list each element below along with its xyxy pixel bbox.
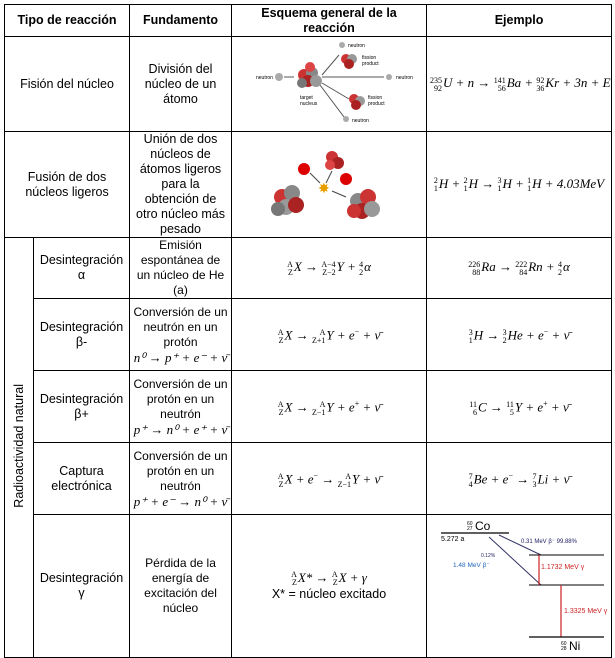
burst-icon: ✸ [318,180,330,196]
captura-esquema: A Z X + e− → A Z−1 Y + ν̄ [232,443,427,515]
alpha-esquema: A Z X → A−4 Z−2 Y + 4 2 α [232,238,427,299]
fusion-fundamento: Unión de dos núcleos de átomos ligeros para la obtención de otro núcleo más pesado [130,132,232,238]
nucleus-icon [325,151,344,170]
arrow-icon [322,55,339,75]
fusion-tipo: Fusión de dos núcleos ligeros [5,132,130,238]
alpha-fundamento: Emisión espontánea de un núcleo de He (a) [130,238,232,299]
header-ejemplo: Ejemplo [427,5,612,37]
nuclear-reactions-table [4,4,612,658]
beta-plus-tipo: Desintegración β+ [34,371,130,443]
svg-text:1.3325 MeV γ: 1.3325 MeV γ [564,608,608,615]
fision-fundamento: División del núcleo de un átomo [130,37,232,132]
svg-text:product: product [362,61,379,67]
svg-text:0.31 MeV β⁻ 99.88%: 0.31 MeV β⁻ 99.88% [521,539,577,545]
svg-text:neutron: neutron [352,118,369,124]
svg-text:neutron: neutron [348,43,365,49]
radioactividad-label-cell [5,238,34,658]
beta-minus-tipo: Desintegración β- [34,299,130,371]
fission-illustration [234,37,424,127]
nucleus-icon [271,185,304,216]
beta-plus-text: Conversión de un protón en un neutrón [133,376,228,421]
svg-text:60: 60 [467,521,473,527]
beta-minus-formula: n⁰ → p⁺ + e⁻ + ν̄ [133,349,228,365]
arrow-icon [320,85,344,117]
label-target: target [300,95,313,101]
header-tipo: Tipo de reacción [5,5,130,37]
gamma-tipo: Desintegración γ [34,515,130,658]
header-esquema: Esquema general de la reacción [232,5,427,37]
svg-text:5.272 a: 5.272 a [441,536,465,543]
alpha-ejemplo: 226 88 Ra → 222 84 Rn + 4 2 α [427,238,612,299]
svg-text:product: product [368,101,385,107]
beta-plus-esquema: A Z X → A Z−1 Y + e+ + ν̄ [232,371,427,443]
arrow-icon [332,191,346,197]
header-fundamento: Fundamento [130,5,232,37]
beta-minus-esquema: A Z X → A Z+1 Y + e− + ν̄ [232,299,427,371]
gamma-diagram [427,515,612,658]
captura-fundamento [130,443,232,515]
label-neutron-in: neutron [256,75,273,81]
svg-text:1.48 MeV β⁻: 1.48 MeV β⁻ [453,562,490,569]
particle-icon [298,163,310,175]
target-nucleus-icon [297,62,322,88]
fission-product-icon [349,94,365,110]
svg-text:fission: fission [362,55,377,61]
svg-text:27: 27 [467,526,473,532]
captura-ejemplo: 7 4 Be + e− → 7 3 Li + ν̄ [427,443,612,515]
captura-formula: p⁺ + e⁻ → n⁰ + ν̄ [133,493,228,509]
fision-diagram [232,37,427,132]
fision-ejemplo: 235 92 U + n → 141 56 Ba + 92 36 Kr + 3n + E [427,37,612,132]
neutron-icon [386,74,392,80]
fusion-ejemplo: 2 1 H + 2 1 H → 3 1 H + 1 1 H + 4.03MeV [427,132,612,238]
decay-scheme-diagram [429,515,609,653]
fusion-diagram [232,132,427,238]
svg-text:60: 60 [561,641,567,647]
fission-product-icon [341,54,357,69]
beta-minus-ejemplo: 3 1 H → 3 2 He + e− + ν̄ [427,299,612,371]
svg-text:1.1732 MeV γ: 1.1732 MeV γ [541,564,585,571]
neutron-icon [275,73,283,81]
gamma-formula: A Z X* → A Z X + γ [291,569,367,587]
cobalt-label: Co [475,519,491,533]
svg-text:nucleus: nucleus [300,101,318,107]
fusion-illustration [234,135,424,230]
svg-text:0.12%: 0.12% [481,553,496,559]
nickel-label: Ni [569,639,581,653]
beta-plus-fundamento [130,371,232,443]
gamma-fundamento: Pérdida de la energía de excitación del núcleo [130,515,232,658]
radioactividad-label: Radioactividad natural [11,383,26,508]
alpha-tipo: Desintegración α [34,238,130,299]
gamma-esquema [232,515,427,658]
beta-plus-formula: p⁺ → n⁰ + e⁺ + ν̄ [133,421,228,437]
particle-icon [340,173,352,185]
captura-tipo: Captura electrónica [34,443,130,515]
beta-minus-fundamento [130,299,232,371]
arrow-icon [322,83,349,99]
gamma-nota: X* = núcleo excitado [271,587,387,601]
svg-text:28: 28 [561,646,567,652]
beta-plus-ejemplo: 11 6 C → 11 5 Y + e+ + ν̄ [427,371,612,443]
nucleus-icon [347,189,380,219]
captura-text: Conversión de un protón en un neutrón [133,448,228,493]
beta-minus-text: Conversión de un neutrón en un protón [133,304,228,349]
svg-text:fission: fission [368,95,383,101]
fision-tipo: Fisión del núcleo [5,37,130,132]
neutron-icon [339,42,345,48]
svg-text:neutron: neutron [396,75,413,81]
neutron-icon [343,116,349,122]
